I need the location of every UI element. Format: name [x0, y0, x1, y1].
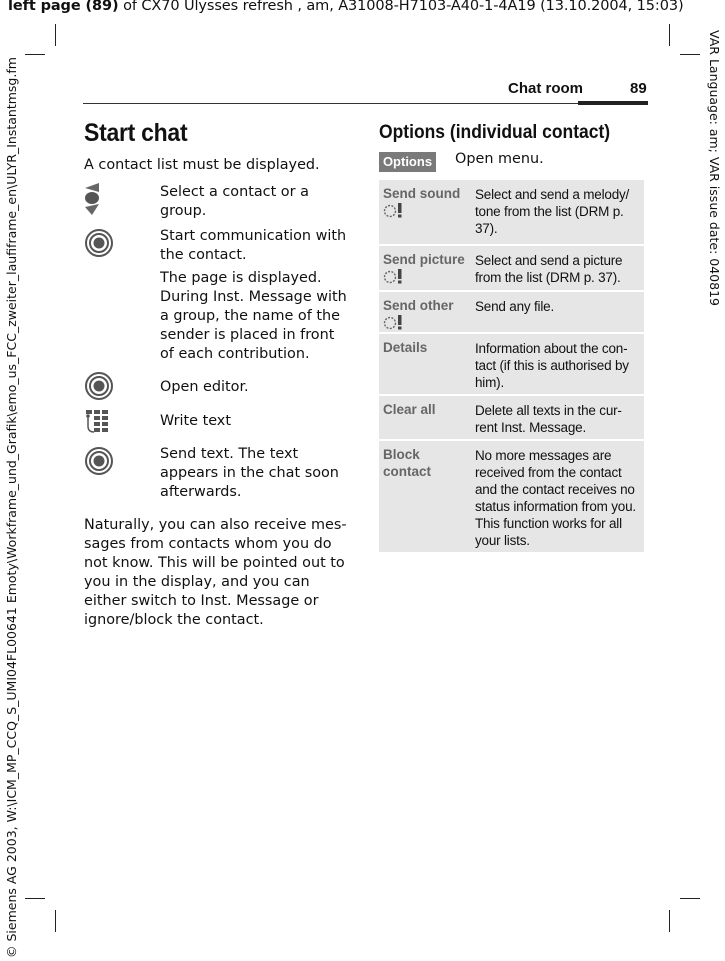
crop-mark [55, 24, 56, 46]
options-softkey: Options [379, 152, 436, 172]
intro-text: A contact list must be displayed. [84, 157, 320, 173]
crop-mark [55, 910, 56, 932]
side-margin-left [0, 0, 20, 961]
page-number: 89 [630, 80, 647, 97]
option-description: Delete all texts in the cur- rent Inst. Message. [475, 403, 622, 435]
crop-mark [680, 54, 700, 55]
option-description: No more messages are received from the contact and the contact receives no status information from you. This function works for all your lists. [475, 448, 636, 548]
print-header-page: left page (89) [8, 0, 119, 14]
step-text: Start communication with the contact. [160, 228, 347, 263]
side-margin-right [708, 30, 725, 330]
option-description: Information about the con- tact (if this is authorised by him). [475, 341, 629, 390]
softkey-description: Open menu. [455, 151, 544, 167]
table-row [379, 334, 644, 394]
option-name: Send other [383, 298, 454, 313]
crop-mark [669, 910, 670, 932]
step-text: Open editor. [160, 379, 249, 395]
table-row [379, 292, 644, 332]
var-language-note: VAR Language: am; VAR issue date: 040819 [707, 30, 722, 306]
step-text: Select a contact or a group. [160, 184, 309, 219]
option-name: Block contact [383, 447, 432, 479]
option-description: Select and send a melody/ tone from the list (DRM p. 37). [475, 187, 630, 236]
center-key-icon [84, 371, 114, 401]
center-key-icon [84, 446, 114, 476]
option-name: Details [383, 340, 428, 355]
table-row [379, 180, 644, 244]
print-header [8, 0, 684, 14]
crop-mark [680, 898, 700, 899]
crop-mark [25, 54, 45, 55]
drm-icon [383, 318, 409, 333]
section-heading: Start chat [84, 119, 188, 147]
drm-icon [383, 269, 409, 284]
option-name: Send picture [383, 252, 465, 267]
table-row [379, 246, 644, 290]
step-text: The page is displayed. During Inst. Message with a group, the name of the sender is placed in front of each contribution. [160, 270, 347, 362]
closing-paragraph: Naturally, you can also receive mes- sages from contacts whom you do not know. This will be pointed out to you in the display, and you can either switch to Inst. Message or ignore/block the contact. [84, 517, 347, 628]
step-text: Write text [160, 413, 231, 429]
option-name: Clear all [383, 402, 436, 417]
table-row [379, 441, 644, 552]
drm-icon [383, 206, 409, 221]
running-header-title: Chat room [508, 80, 583, 97]
crop-mark [25, 898, 45, 899]
option-description: Select and send a picture from the list (DRM p. 37). [475, 253, 623, 285]
option-description: Send any file. [475, 299, 555, 314]
table-row [379, 396, 644, 439]
center-key-icon [84, 228, 114, 258]
option-name: Send sound [383, 186, 461, 201]
crop-mark [669, 24, 670, 46]
keypad-icon [84, 408, 114, 438]
options-heading: Options (individual contact) [379, 122, 611, 143]
step-text: Send text. The text appears in the chat soon afterwards. [160, 446, 339, 500]
copyright-path-note: © Siemens AG 2003, W:\ICM_MP_CCQ_S_UMI04FL00641 Emoty\Workframe_und_Grafik\emo_us_FCC_zweiter_laufiframe_en\ULYR_Instantmsg.fm [4, 57, 19, 958]
header-rule [83, 103, 578, 104]
navigation-key-icon [84, 183, 114, 213]
print-header-details: of CX70 Ulysses refresh , am, A31008-H7103-A40-1-4A19 (13.10.2004, 15:03) [118, 0, 684, 14]
header-rule-accent [578, 101, 648, 105]
